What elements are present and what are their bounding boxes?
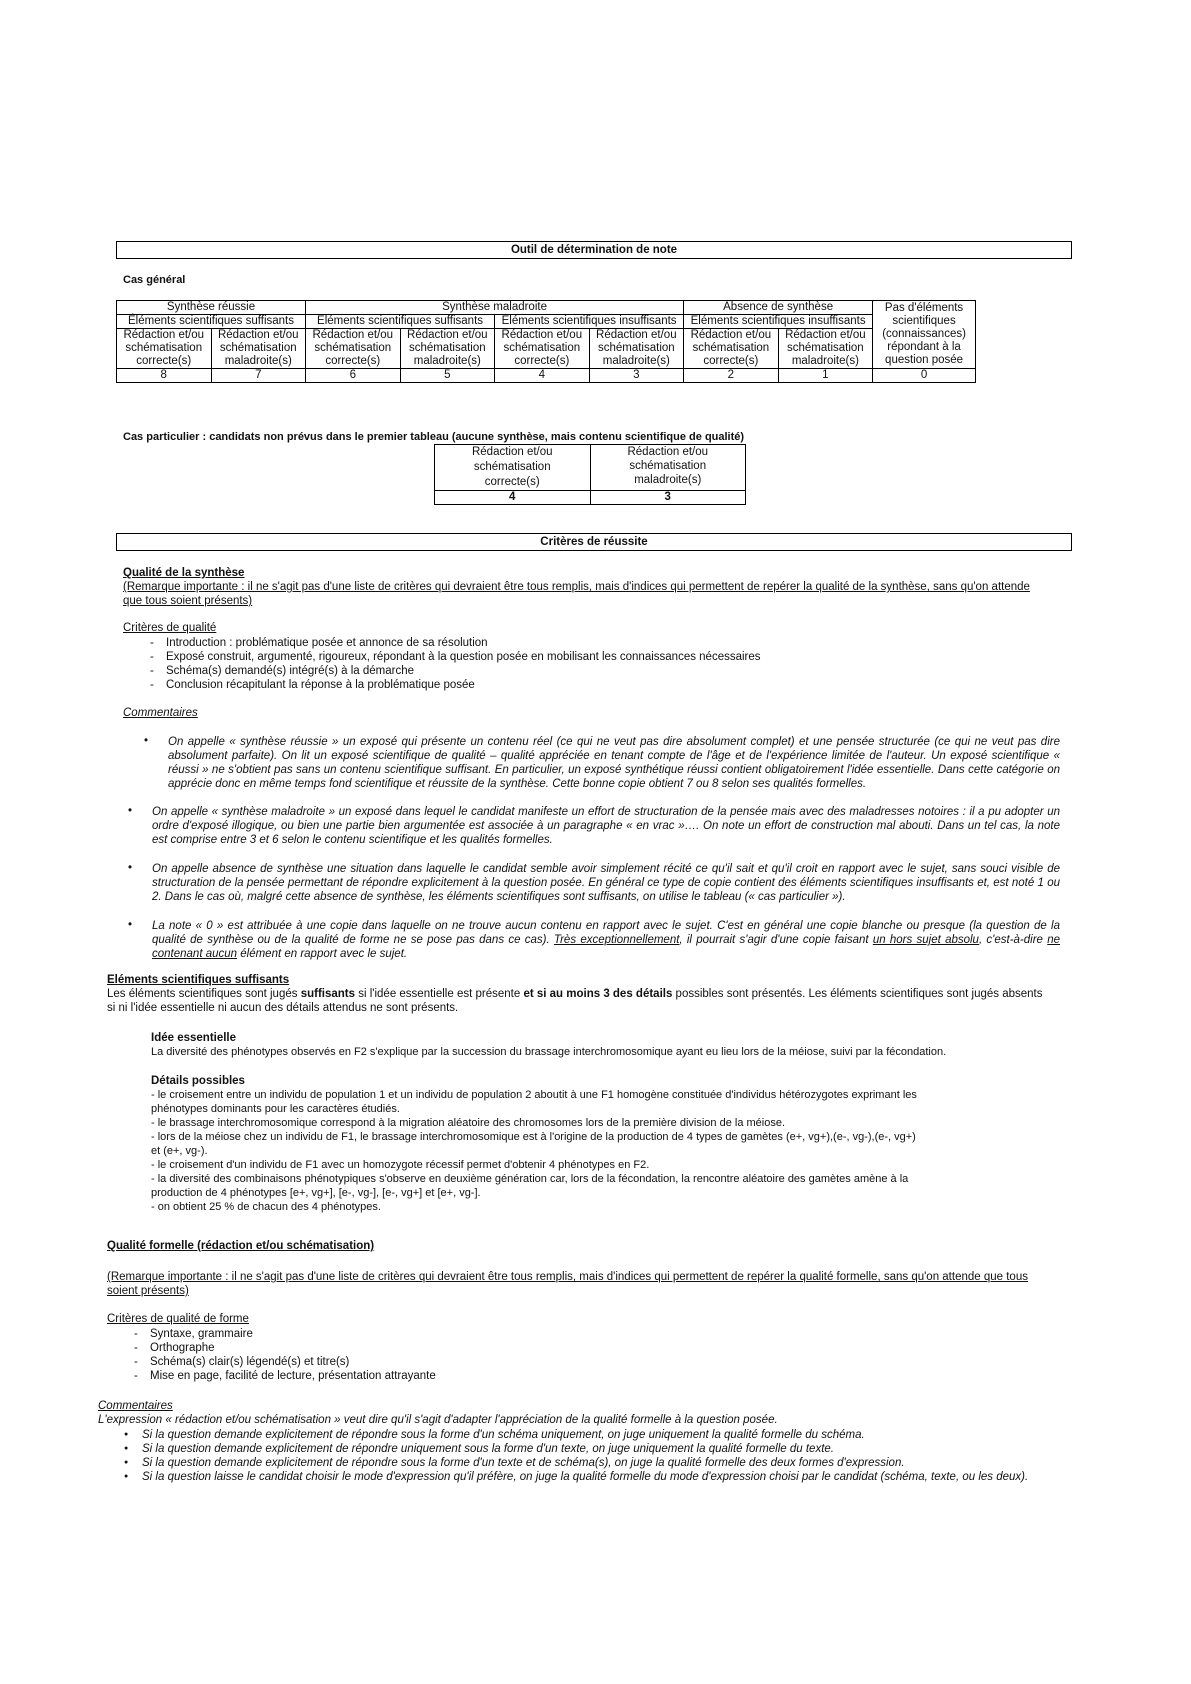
elements-paragraph [107, 987, 1047, 1015]
list-item: - Syntaxe, grammaire [114, 1327, 1014, 1341]
text-run: possibles sont présentés. Les éléments scientifiques sont jugés absents si ni l'idée essentielle ni aucun des détails attendus ne sont présents. [107, 988, 1043, 1014]
header-title-box [116, 241, 1072, 259]
commentaires-heading: Commentaires [123, 707, 198, 719]
commentaire-item: • On appelle « synthèse maladroite » un exposé dans lequel le candidat manifeste un effort de structuration de la pensée mais avec des maladresses notoires : il a pu adopter un ordre d'exposé illogique, ou bien une partie bien argumentée est associée à un paragraphe « en vrac »…. On note un effort de construction mal abouti. Dans un tel cas, la note est comprise entre 3 et 6 selon le contenu scientifique et les qualités formelles. [128, 805, 1060, 846]
list-item: - Conclusion récapitulant la réponse à la problématique posée [130, 678, 1050, 692]
criteres-qualite-heading: Critères de qualité [123, 622, 217, 634]
group-label: Synthèse réussie [166, 301, 256, 313]
idee-essentielle-heading: Idée essentielle [151, 1032, 237, 1044]
group-synthese-maladroite [306, 301, 684, 315]
group-label: Absence de synthèse [723, 301, 834, 313]
special-col-correcte: Rédaction et/ou schématisation correcte(s) [435, 445, 591, 491]
note-cell: 5 [400, 369, 495, 383]
note-cell: 0 [873, 369, 976, 383]
text-run: Très exceptionnellement [553, 934, 680, 946]
special-col-maladroite: Rédaction et/ou schématisation maladroite(s) [590, 445, 746, 491]
cas-particulier-label: Cas particulier : candidats non prévus dans le premier tableau (aucune synthèse, mais contenu scientifique de qualité) [123, 431, 745, 443]
special-note-cell: 4 [435, 491, 591, 505]
list-item: ● Si la question laisse le candidat choisir le mode d'expression qu'il préfère, on juge la qualité formelle du mode d'expression choisi par le candidat (schéma, texte, ou les deux). [98, 1470, 1058, 1484]
commentaires-forme-intro: L'expression « rédaction et/ou schématisation » veut dire qu'il s'agit d'adapter l'appréciation de la qualité formelle à la question posée. [98, 1414, 778, 1426]
group-synthese-reussie [117, 301, 306, 315]
bullet-icon: • [144, 735, 149, 747]
detail-line: phénotypes dominants pour les caractères étudiés. [151, 1103, 400, 1115]
page-title: Outil de détermination de note [510, 244, 678, 256]
note-cell: 1 [778, 369, 873, 383]
list-item: ● Si la question demande explicitement de répondre sous la forme d'un schéma uniquement, on juge uniquement la qualité formelle du schéma. [98, 1428, 1058, 1442]
list-item: - Mise en page, facilité de lecture, présentation attrayante [114, 1369, 1014, 1383]
detail-line: - on obtient 25 % de chacun des 4 phénotypes. [151, 1201, 381, 1213]
text-run: suffisants [300, 988, 356, 1000]
text-run: , c'est-à-dire [978, 934, 1048, 946]
qualite-formelle-heading: Qualité formelle (rédaction et/ou schématisation) [107, 1240, 375, 1252]
criteres-title-box [116, 533, 1072, 551]
detail-line: - le croisement entre un individu de population 1 et un individu de population 2 aboutit à une F1 homogène constituée d'individus hétérozygotes exprimant les [151, 1089, 917, 1101]
note-cell: 6 [306, 369, 401, 383]
commentaires-forme-heading: Commentaires [98, 1400, 173, 1412]
criteria-correcte: Rédaction et/ou schématisation correcte(s) [117, 329, 212, 369]
cas-general-label: Cas général [123, 274, 186, 286]
subgroup-maladroite-suffisants: Eléments scientifiques suffisants [306, 315, 495, 329]
note-cell: 2 [684, 369, 779, 383]
detail-line: - le brassage interchromosomique correspond à la migration aléatoire des chromosomes lors de la première division de la méiose. [151, 1117, 786, 1129]
detail-line: et (e+, vg-). [151, 1145, 208, 1157]
criteria-maladroite: Rédaction et/ou schématisation maladroite(s) [589, 329, 684, 369]
text-run: et si au moins 3 des détails [523, 988, 673, 1000]
section-title: Critères de réussite [540, 536, 648, 548]
criteria-correcte: Rédaction et/ou schématisation correcte(s) [684, 329, 779, 369]
bullet-icon: • [128, 805, 133, 817]
list-item: - Exposé construit, argumenté, rigoureux, répondant à la question posée en mobilisant les connaissances nécessaires [130, 650, 1050, 664]
criteria-maladroite: Rédaction et/ou schématisation maladroite(s) [778, 329, 873, 369]
bullet-icon: • [128, 862, 133, 874]
detail-line: - lors de la méiose chez un individu de F1, le brassage interchromosomique est à l'origine de la production de 4 types de gamètes (e+, vg+),(e-, vg-),(e-, vg+) [151, 1131, 916, 1143]
note-cell: 3 [589, 369, 684, 383]
list-item: - Schéma(s) clair(s) légendé(s) et titre(s) [114, 1355, 1014, 1369]
group-absence-synthese [684, 301, 873, 315]
subgroup-maladroite-insuffisants: Eléments scientifiques insuffisants [495, 315, 684, 329]
commentaire-item: • On appelle absence de synthèse une situation dans laquelle le candidat semble avoir simplement récité ce qu'il sait et qu'il croit en rapport avec le sujet, sans souci visible de structuration de la pensée permettant de répondre explicitement à la question posée. En général ce type de copie contient des éléments scientifiques insuffisants et, est noté 1 ou 2. Dans le cas où, malgré cette absence de synthèse, les éléments scientifiques sont suffisants, on utilise le tableau (« cas particulier »). [128, 862, 1060, 903]
group-label: Pas d'éléments scientifiques (connaissances) répondant à la question posée [882, 302, 966, 366]
criteria-maladroite: Rédaction et/ou schématisation maladroite(s) [400, 329, 495, 369]
list-item: - Schéma(s) demandé(s) intégré(s) à la démarche [130, 664, 1050, 678]
group-pas-elements [873, 301, 976, 369]
bullet-icon: • [128, 919, 133, 931]
text-run: , il pourrait s'agir d'une copie faisant [679, 934, 873, 946]
criteria-maladroite: Rédaction et/ou schématisation maladroite(s) [211, 329, 306, 369]
criteria-correcte: Rédaction et/ou schématisation correcte(s) [495, 329, 590, 369]
qualite-synthese-remark: (Remarque importante : il ne s'agit pas d'une liste de critères qui devraient être tous remplis, mais d'indices qui permettent de repérer la qualité de la synthèse, sans qu'on attende que tous soient présents) [123, 581, 1030, 607]
text-run: Les éléments scientifiques sont jugés [107, 988, 301, 1000]
list-item: - Introduction : problématique posée et annonce de sa résolution [130, 636, 1050, 650]
elements-heading: Eléments scientifiques suffisants [107, 974, 290, 986]
grading-table [116, 300, 976, 383]
list-item: - Orthographe [114, 1341, 1014, 1355]
detail-line: - la diversité des combinaisons phénotypiques s'observe en deuxième génération car, lors de la fécondation, la rencontre aléatoire des gamètes amène à la [151, 1173, 909, 1185]
qualite-synthese-heading: Qualité de la synthèse [123, 567, 245, 579]
special-note-cell: 3 [590, 491, 746, 505]
group-label: Synthèse maladroite [442, 301, 547, 313]
criteres-forme-heading: Critères de qualité de forme [107, 1313, 249, 1325]
text-run: si l'idée essentielle est présente [355, 988, 524, 1000]
special-case-table [434, 444, 746, 505]
commentaire-item [128, 919, 1060, 961]
detail-line: production de 4 phénotypes [e+, vg+], [e-, vg-], [e-, vg+] et [e+, vg-]. [151, 1187, 481, 1199]
text-run: La note « 0 » est attribuée à une copie dans laquelle on ne trouve aucun contenu en rapport avec le sujet. C'est en général une copie blanche ou presque (la question de la qualité de synthèse ou de la qualité de forme ne se pose pas dans ce cas). [152, 920, 1060, 946]
note-zero-text [152, 919, 1060, 961]
list-item: ● Si la question demande explicitement de répondre uniquement sous la forme d'un texte, on juge uniquement la qualité formelle du texte. [98, 1442, 1058, 1456]
note-cell: 7 [211, 369, 306, 383]
note-cell: 8 [117, 369, 212, 383]
subgroup-reussie-suffisants: Éléments scientifiques suffisants [117, 315, 306, 329]
note-cell: 4 [495, 369, 590, 383]
commentaires-forme-list [98, 1428, 1058, 1484]
details-heading: Détails possibles [151, 1075, 245, 1087]
qualite-formelle-remark: (Remarque importante : il ne s'agit pas d'une liste de critères qui devraient être tous remplis, mais d'indices qui permettent de repérer la qualité formelle, sans qu'on attende que tous soient présents) [107, 1271, 1028, 1297]
criteres-qualite-list [130, 636, 1050, 692]
detail-line: - le croisement d'un individu de F1 avec un homozygote récessif permet d'obtenir 4 phénotypes en F2. [151, 1159, 650, 1171]
list-item: ● Si la question demande explicitement de répondre sous la forme d'un texte et de schéma(s), on juge la qualité formelle des deux formes d'expression. [98, 1456, 1058, 1470]
text-run: ne contenant aucun [152, 934, 1061, 960]
criteria-correcte: Rédaction et/ou schématisation correcte(s) [306, 329, 401, 369]
text-run: un hors sujet absolu [872, 934, 979, 946]
text-run: élément en rapport avec le sujet. [237, 948, 408, 960]
commentaire-item: • On appelle « synthèse réussie » un exposé qui présente un contenu réel (ce qui ne veut pas dire absolument complet) et une pensée structurée (ce qui ne veut pas dire absolument parfaite). On lit un exposé scientifique de qualité – qualité appréciée en tenant compte de l'âge et de l'expérience limitée de l'auteur. Un exposé scientifique « réussi » ne s'obtient pas sans un contenu scientifique suffisant. En particulier, un exposé synthétique réussi contient obligatoirement l'idée essentielle. Dans cette catégorie on apprécie donc en même temps fond scientifique et réussite de la synthèse. Cette bonne copie obtient 7 ou 8 selon ses qualités formelles. [144, 735, 1060, 790]
subgroup-absence-insuffisants: Eléments scientifiques insuffisants [684, 315, 873, 329]
details-list [151, 1088, 917, 1214]
criteres-forme-list [114, 1327, 1014, 1383]
idee-essentielle-text: La diversité des phénotypes observés en F2 s'explique par la succession du brassage interchromosomique ayant eu lieu lors de la méiose, suivi par la fécondation. [151, 1046, 947, 1058]
